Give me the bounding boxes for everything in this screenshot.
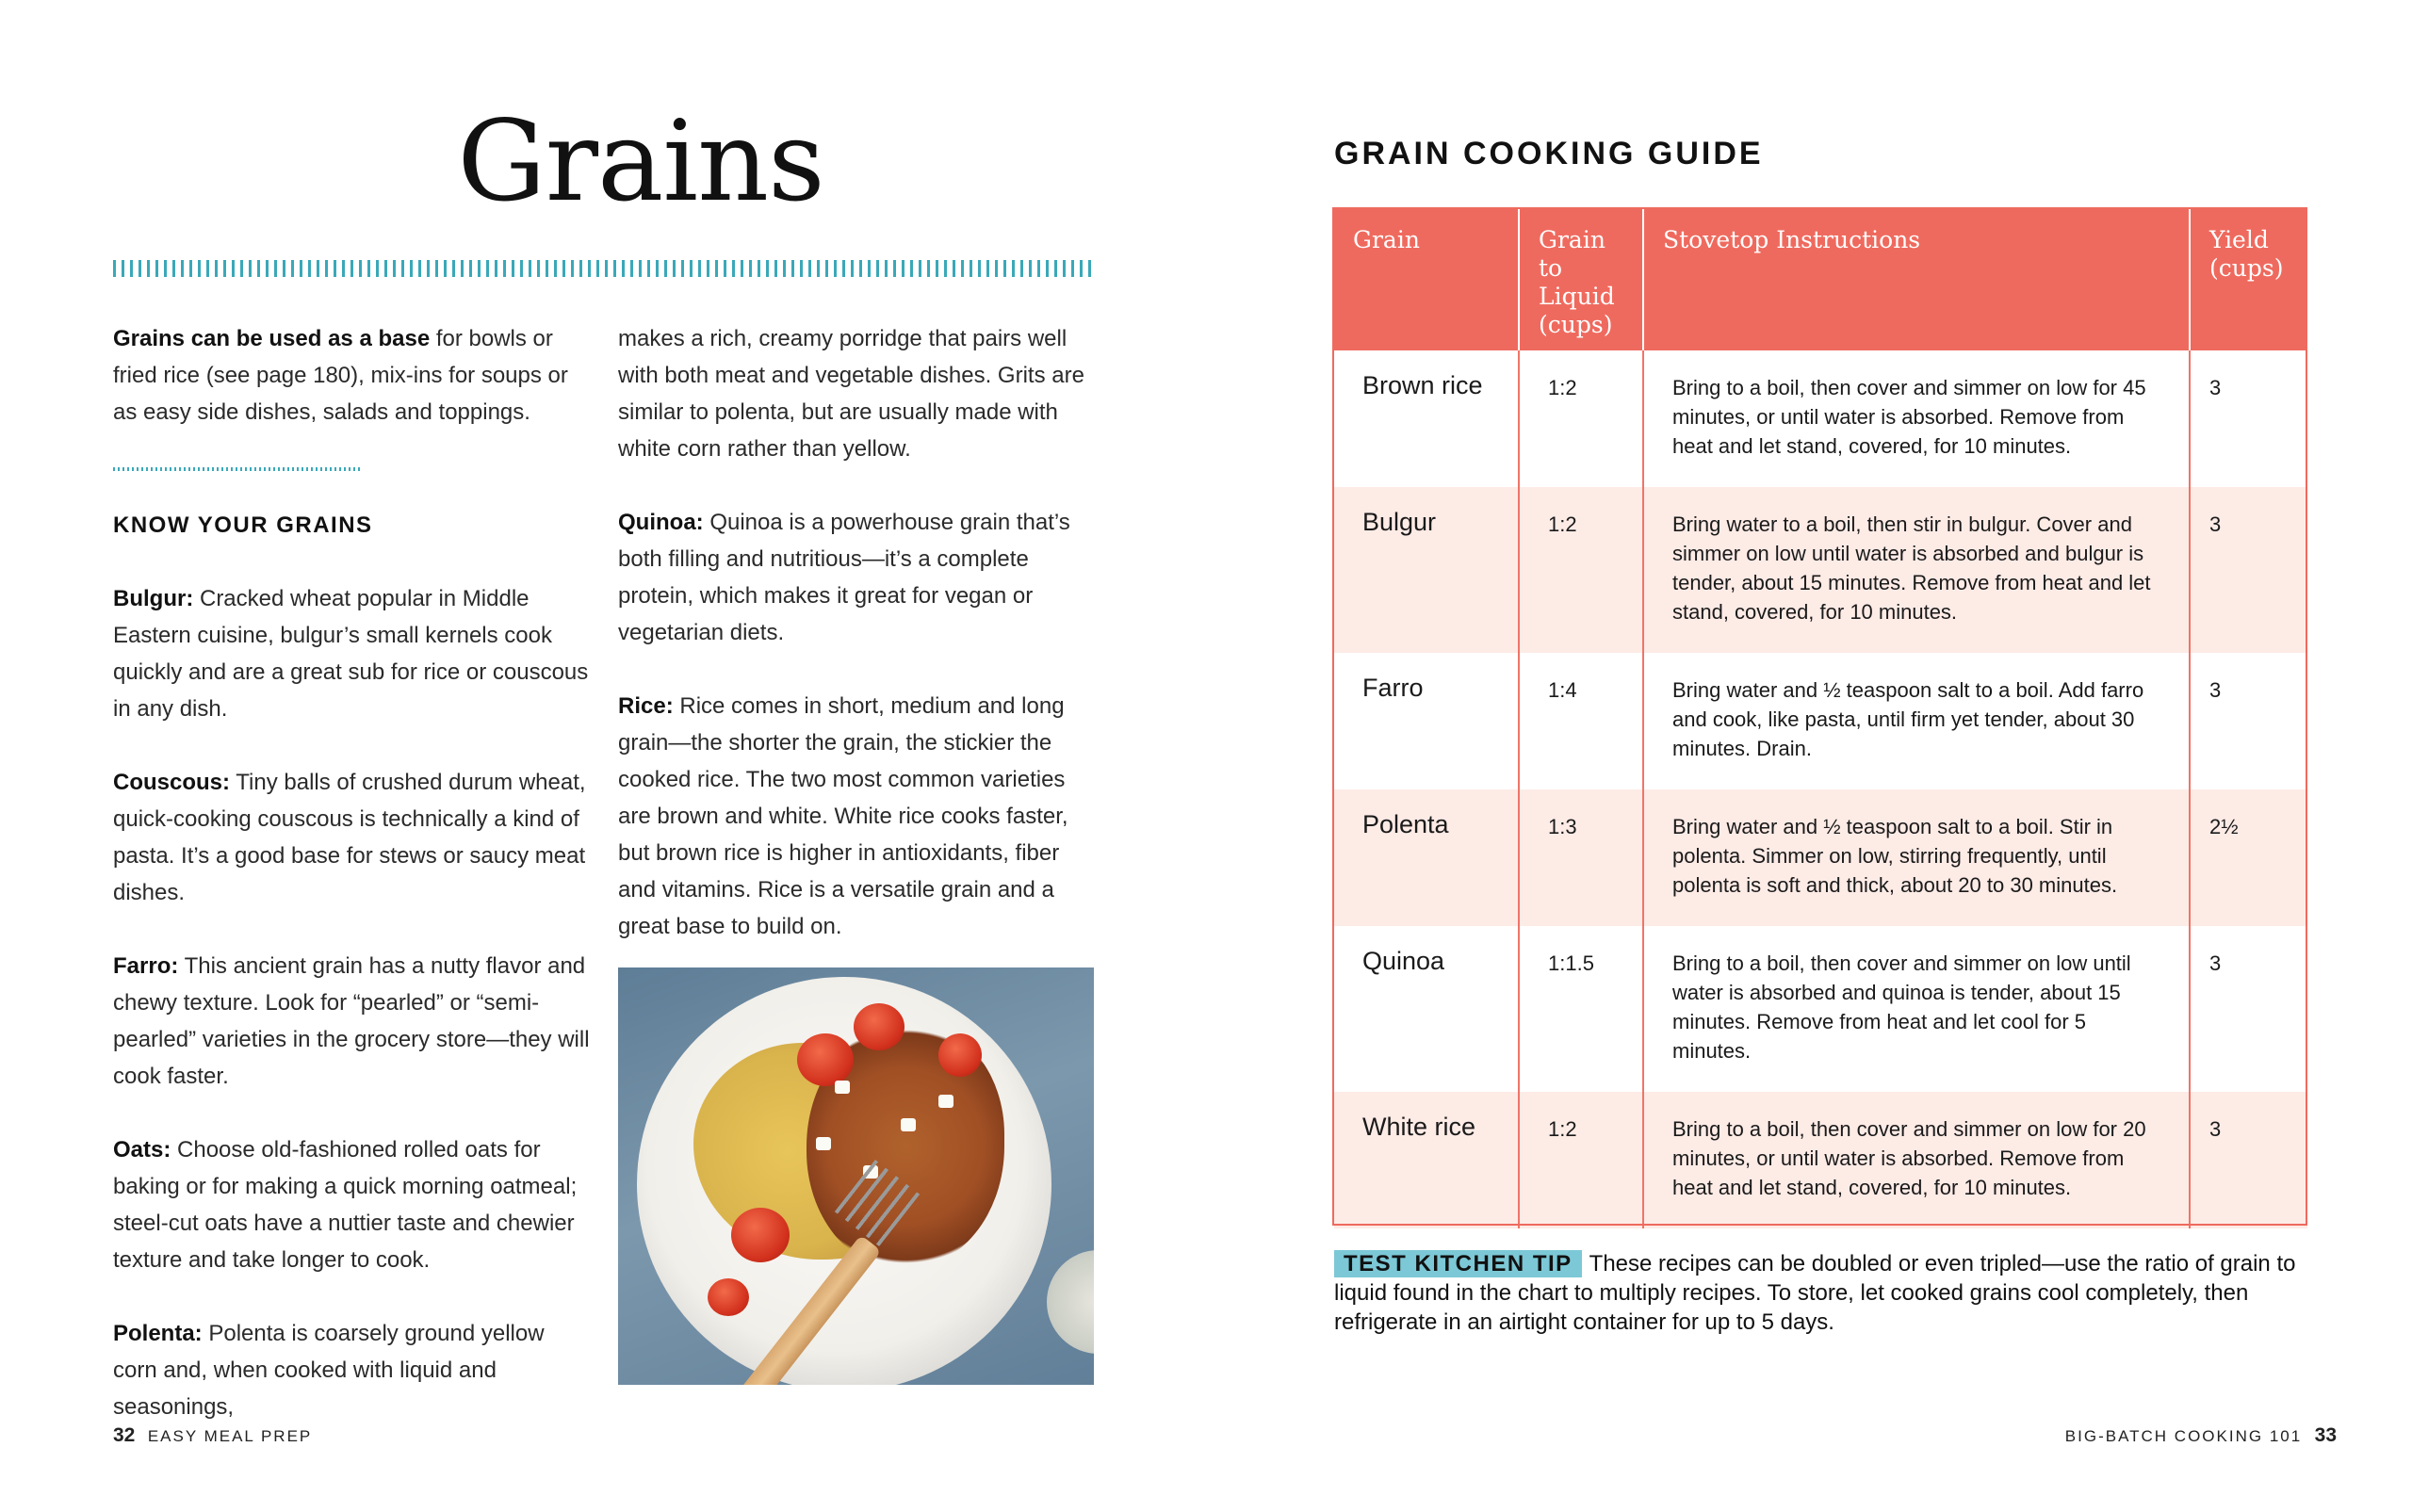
grain-entry-farro [113,948,594,1095]
tip-badge: TEST KITCHEN TIP [1334,1250,1582,1277]
table-row [1334,789,2307,926]
tomato-shape [854,1003,904,1050]
cell-ratio: 1:2 [1519,1092,1643,1228]
grain-description: Cracked wheat popular in Middle Eastern cuisine, bulgur’s small kernels cook quickly and are a great sub for rice or couscous in any dish. [113,586,589,722]
cell-grain: White rice [1334,1092,1519,1228]
cell-yield: 3 [2190,350,2307,487]
cell-yield: 3 [2190,653,2307,789]
grain-entry-bulgur [113,580,594,727]
guide-title: GRAIN COOKING GUIDE [1334,136,1764,171]
footer-left [113,1424,312,1447]
tip-text: These recipes can be doubled or even tripled—use the ratio of grain to liquid found in the chart to multiply recipes. To store, let cooked grains cool completely, then refrigerate in an airtight container for up to 5 days. [1334,1251,2296,1335]
table-row [1334,487,2307,653]
feta-shape [901,1118,916,1131]
page-title: Grains [457,96,824,226]
grain-term: Rice: [618,693,674,719]
intro-bold: Grains can be used as a base [113,326,431,351]
tomato-shape [797,1033,854,1086]
cell-instructions: Bring to a boil, then cover and simmer on low until water is absorbed and quinoa is tender, about 15 minutes. Remove from heat and let cool for 5 minutes. [1643,926,2190,1092]
header-grain: Grain [1334,209,1519,350]
food-photo [618,967,1094,1385]
cell-yield: 2½ [2190,789,2307,926]
cell-yield: 3 [2190,1092,2307,1228]
grain-entry-rice [618,688,1099,945]
grain-cooking-table [1334,209,2307,1228]
grain-entry-polenta [113,1315,594,1425]
cell-ratio: 1:2 [1519,350,1643,487]
grain-term: Couscous: [113,770,231,795]
grain-term: Farro: [113,953,179,979]
dotted-divider [113,467,362,471]
grain-description: Tiny balls of crushed durum wheat, quick-cooking couscous is technically a kind of pasta. It’s a good base for stews or saucy meat dishes. [113,770,586,905]
cell-ratio: 1:1.5 [1519,926,1643,1092]
tomato-shape [708,1278,749,1316]
cell-grain: Quinoa [1334,926,1519,1092]
cell-instructions: Bring water and ½ teaspoon salt to a boil. Stir in polenta. Simmer on low, stirring frequently, until polenta is soft and thick, about 20 to 30 minutes. [1643,789,2190,926]
feta-shape [816,1137,831,1150]
cell-yield: 3 [2190,487,2307,653]
tomato-shape [731,1208,790,1262]
cell-grain: Polenta [1334,789,1519,926]
header-yield: Yield (cups) [2190,209,2307,350]
feta-shape [938,1095,953,1108]
cell-grain: Bulgur [1334,487,1519,653]
title-divider [113,260,1093,277]
grain-entry-oats [113,1131,594,1278]
header-ratio: Grain to Liquid (cups) [1519,209,1643,350]
grain-term: Oats: [113,1137,171,1162]
cell-ratio: 1:3 [1519,789,1643,926]
table-row [1334,350,2307,487]
grain-term: Quinoa: [618,510,704,535]
tomato-shape [938,1033,982,1077]
cell-instructions: Bring water to a boil, then stir in bulgur. Cover and simmer on low until water is absorbed and bulgur is tender, about 15 minutes. Remove from heat and let stand, covered, for 10 minutes. [1643,487,2190,653]
grain-term: Bulgur: [113,586,194,611]
grain-entry-quinoa [618,504,1099,651]
cell-ratio: 1:4 [1519,653,1643,789]
header-instructions: Stovetop Instructions [1643,209,2190,350]
cell-instructions: Bring to a boil, then cover and simmer on low for 45 minutes, or until water is absorbed. Remove from heat and let stand, covered, for 10 minutes. [1643,350,2190,487]
grain-description: This ancient grain has a nutty flavor and chewy texture. Look for “pearled” or “semi-pearled” varieties in the grocery store—they will cook faster. [113,953,590,1089]
intro-paragraph [113,320,594,431]
feta-shape [835,1081,850,1094]
side-bowl-shape [1047,1250,1094,1354]
table-row [1334,1092,2307,1228]
grain-term: Polenta: [113,1321,203,1346]
left-column [113,320,594,1462]
section-title: BIG-BATCH COOKING 101 [2064,1427,2303,1445]
grain-entry-polenta-continued: makes a rich, creamy porridge that pairs well with both meat and vegetable dishes. Grits are similar to polenta, but are usually made with white corn rather than yellow. [618,326,1084,462]
cell-grain: Brown rice [1334,350,1519,487]
test-kitchen-tip [1334,1249,2314,1337]
cell-ratio: 1:2 [1519,487,1643,653]
grain-description: Polenta is coarsely ground yellow corn and, when cooked with liquid and seasonings, [113,1321,545,1420]
table-row [1334,926,2307,1092]
intro-text: for bowls or fried rice (see page 180), mix-ins for soups or as easy side dishes, salads and toppings. [113,326,568,425]
grain-entry-couscous [113,764,594,911]
grain-description: Choose old-fashioned rolled oats for baking or for making a quick morning oatmeal; steel-cut oats have a nuttier taste and chewier texture and take longer to cook. [113,1137,578,1273]
footer-right [2065,1424,2337,1447]
cell-grain: Farro [1334,653,1519,789]
grain-description: Quinoa is a powerhouse grain that’s both filling and nutritious—it’s a complete protein, which makes it great for vegan or vegetarian diets. [618,510,1070,645]
cell-instructions: Bring to a boil, then cover and simmer on low for 20 minutes, or until water is absorbed. Remove from heat and let stand, covered, for 10 minutes. [1643,1092,2190,1228]
grain-description: Rice comes in short, medium and long grain—the shorter the grain, the stickier the cooked rice. The two most common varieties are brown and white. White rice cooks faster, but brown rice is higher in antioxidants, fiber and vitamins. Rice is a versatile grain and a great base to build on. [618,693,1068,939]
cell-yield: 3 [2190,926,2307,1092]
cell-instructions: Bring water and ½ teaspoon salt to a boil. Add farro and cook, like pasta, until firm yet tender, about 30 minutes. Drain. [1643,653,2190,789]
book-title: EASY MEAL PREP [147,1427,313,1445]
page-number: 32 [113,1424,136,1446]
section-heading: KNOW YOUR GRAINS [113,512,373,538]
table-row [1334,653,2307,789]
page-number: 33 [2314,1424,2337,1446]
right-text-column [618,320,1099,982]
table-header-row [1334,209,2307,350]
